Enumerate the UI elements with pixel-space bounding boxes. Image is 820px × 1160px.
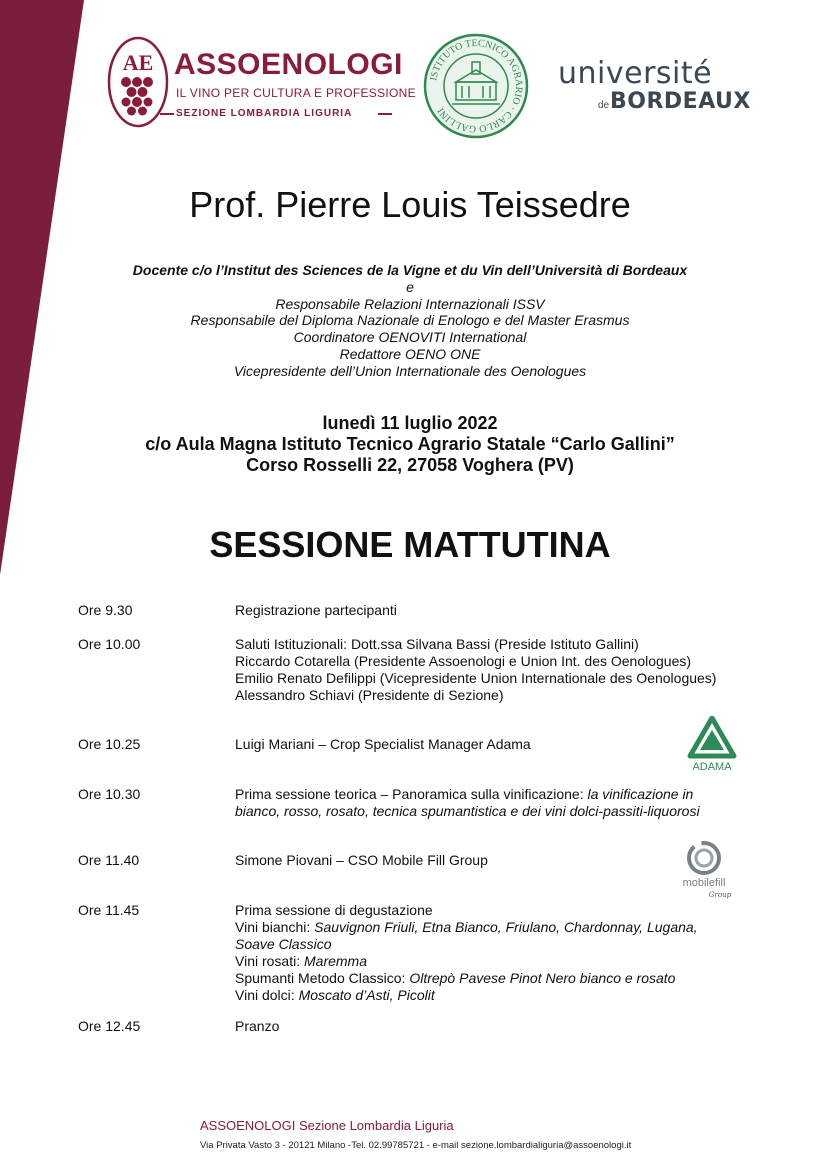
agenda-line — [235, 919, 745, 936]
agenda-text-italic: Soave Classico — [235, 936, 332, 952]
event-address: Corso Rosselli 22, 27058 Voghera (PV) — [246, 455, 574, 475]
agenda-text: Prima sessione di degustazione — [235, 902, 433, 918]
agenda-description — [235, 902, 745, 1004]
agenda-line — [235, 970, 745, 987]
agenda-text: Vini bianchi: — [235, 919, 315, 935]
agenda-line — [235, 953, 745, 970]
agenda-line — [235, 653, 745, 670]
agenda-line — [235, 1018, 745, 1035]
agenda-text: Registrazione partecipanti — [235, 602, 397, 618]
agenda-time: Ore 10.25 — [78, 736, 141, 752]
agenda-text: Vini rosati: — [235, 953, 304, 969]
universite-word: université — [558, 56, 713, 91]
adama-logo — [684, 716, 740, 772]
assoenologi-tagline: IL VINO PER CULTURA E PROFESSIONE — [176, 86, 416, 100]
mobilefill-script: Group — [708, 891, 732, 899]
universite-bordeaux-logo — [558, 56, 758, 126]
agenda-text-italic: Moscato d’Asti, Picolit — [298, 987, 435, 1003]
agenda-line — [235, 602, 745, 619]
seal-text: ISTITUTO TECNICO AGRARIO · CARLO GALLINI — [428, 37, 525, 135]
agenda-line — [235, 736, 745, 753]
agenda-text: Pranzo — [235, 1018, 280, 1034]
speaker-role: Coordinatore OENOVITI International — [293, 329, 527, 346]
agenda-line — [235, 987, 745, 1004]
agenda-text: Saluti Istituzionali: Dott.ssa Silvana Bassi (Preside Istituto Gallini) — [235, 636, 639, 652]
agenda-time: Ore 11.40 — [78, 852, 140, 868]
agenda-description — [235, 786, 745, 820]
agenda-line — [235, 852, 745, 869]
assoenologi-logo — [106, 36, 416, 126]
agenda-description — [235, 736, 745, 753]
agenda-time: Ore 11.45 — [78, 902, 140, 918]
agenda-line — [235, 670, 745, 687]
agenda-text-italic: la vinificazione in — [587, 786, 694, 802]
adama-label: ADAMA — [692, 761, 732, 772]
agenda-text-italic: Oltrepò Pavese Pinot Nero bianco e rosato — [409, 970, 676, 986]
speaker-roles — [0, 262, 820, 380]
agenda-line — [235, 636, 745, 653]
agenda-line — [235, 786, 745, 803]
speaker-role: Vicepresidente dell’Union Internationale des Oenologues — [233, 362, 587, 379]
agenda-description — [235, 602, 745, 619]
speaker-lead-role: Docente c/o l’Institut des Sciences de la Vigne et du Vin dell’Università di Bordeaux — [132, 262, 688, 278]
mobilefill-label: mobilefill — [682, 877, 726, 889]
assoenologi-name: ASSOENOLOGI — [174, 48, 403, 81]
universite-de: de — [598, 100, 610, 111]
speaker-conjunction: e — [406, 278, 414, 295]
agenda-text: Riccardo Cotarella (Presidente Assoenologi e Union Int. des Oenologues) — [235, 653, 692, 669]
speaker-name: Prof. Pierre Louis Teissedre — [189, 184, 631, 225]
event-date: lunedì 11 luglio 2022 — [322, 413, 498, 433]
agenda-time: Ore 9.30 — [78, 602, 133, 618]
side-decorative-band — [0, 0, 100, 1160]
agenda-line — [235, 902, 745, 919]
agenda-time: Ore 10.00 — [78, 636, 141, 652]
header-logos — [0, 30, 820, 140]
agenda-line — [235, 803, 745, 820]
agenda-time: Ore 12.45 — [78, 1018, 141, 1034]
agenda-description — [235, 852, 745, 869]
section-rule-left — [160, 113, 174, 115]
speaker-role: Responsabile Relazioni Internazionali ISSV — [275, 295, 545, 312]
universite-bordeaux-word: BORDEAUX — [610, 89, 751, 114]
agenda-line — [235, 936, 745, 953]
agenda-text: Simone Piovani – CSO Mobile Fill Group — [235, 852, 488, 868]
agenda-text: Emilio Renato Defilippi (Vicepresidente Union Internationale des Oenologues) — [235, 670, 717, 686]
agenda-text-italic: Sauvignon Friuli, Etna Bianco, Friulano, Chardonnay, Lugana, — [314, 919, 698, 935]
agenda-text-italic: bianco, rosso, rosato, tecnica spumantistica e dei vini dolci-passiti-liquorosi — [235, 803, 700, 819]
agenda-text: Alessandro Schiavi (Presidente di Sezione) — [235, 687, 504, 703]
event-info — [0, 413, 820, 476]
agenda-text: Spumanti Metodo Classico: — [235, 970, 410, 986]
event-venue: c/o Aula Magna Istituto Tecnico Agrario Statale “Carlo Gallini” — [145, 434, 675, 454]
section-rule-right — [378, 113, 392, 115]
agenda-description — [235, 636, 745, 704]
agenda-time: Ore 10.30 — [78, 786, 141, 802]
assoenologi-section: SEZIONE LOMBARDIA LIGURIA — [176, 108, 353, 119]
mobilefill-logo — [670, 836, 742, 900]
agenda-text-italic: Maremma — [304, 953, 368, 969]
assoenologi-monogram: AE — [122, 50, 154, 75]
speaker-role: Responsabile del Diploma Nazionale di Enologo e del Master Erasmus — [190, 312, 630, 329]
footer-name: ASSOENOLOGI Sezione Lombardia Liguria — [200, 1118, 454, 1133]
session-title: SESSIONE MATTUTINA — [209, 524, 611, 565]
agenda-text: Luigi Mariani – Crop Specialist Manager Adama — [235, 736, 531, 752]
agenda-text: Prima sessione teorica – Panoramica sulla vinificazione: — [235, 786, 588, 802]
istituto-gallini-seal — [422, 32, 530, 140]
agenda-line — [235, 687, 745, 704]
agenda-text: Vini dolci: — [235, 987, 299, 1003]
agenda-description — [235, 1018, 745, 1035]
footer-address: Via Privata Vasto 3 - 20121 Milano -Tel. 02.99785721 - e-mail sezione.lombardialiguria@assoenologi.it — [200, 1140, 632, 1151]
speaker-role: Redattore OENO ONE — [339, 345, 481, 362]
